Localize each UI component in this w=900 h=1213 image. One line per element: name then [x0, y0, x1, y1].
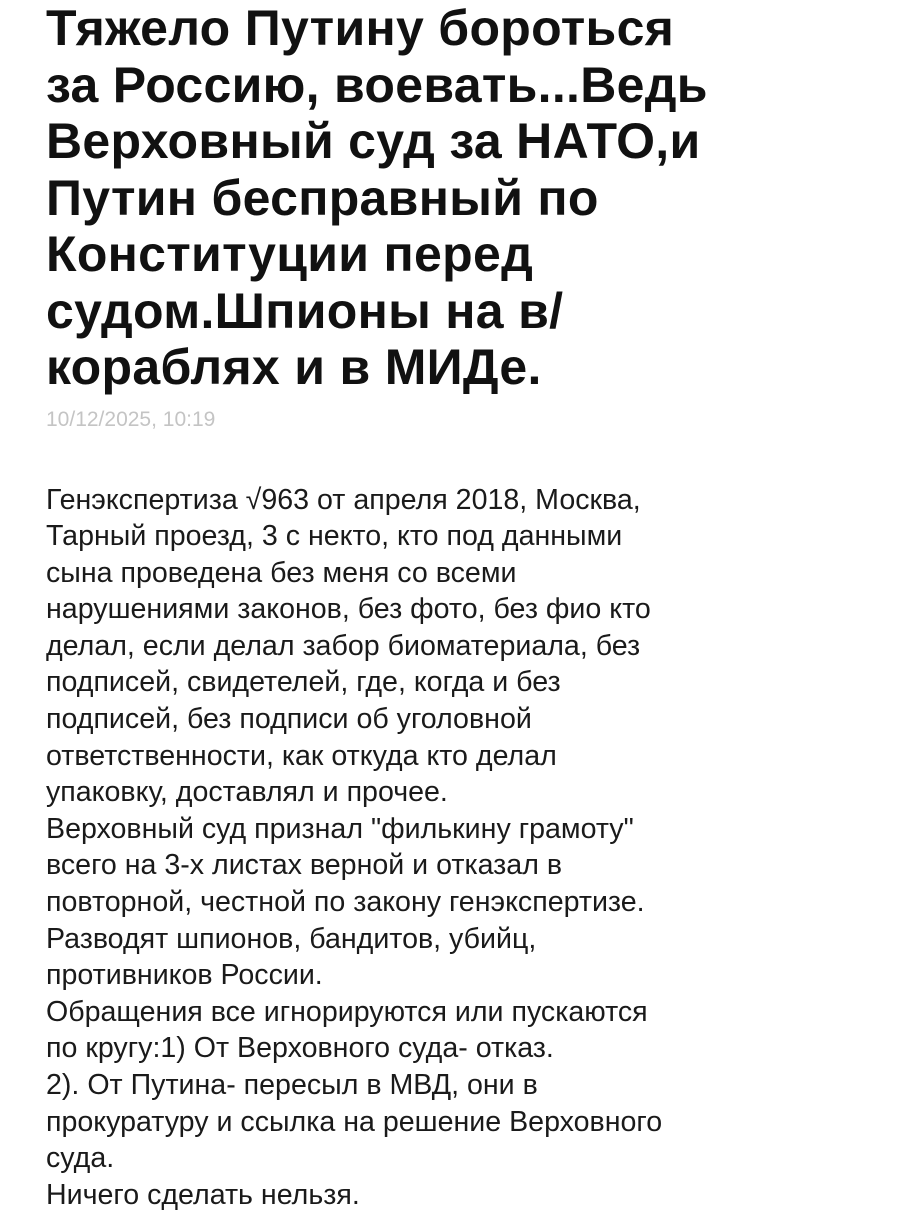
article [46, 0, 856, 1213]
article-body: Генэкспертиза √963 от апреля 2018, Москва, Тарный проезд, 3 с некто, кто под данными сына проведена без меня со всеми нарушениями законов, без фото, без фио кто делал, если делал забор биоматериала, без подписей, свидетелей, где, когда и без подписей, без подписи об уголовной ответственности, как откуда кто делал упаковку, доставлял и прочее. Верховный суд признал "филькину грамоту" всего на 3-х листах верной и отказал в повторной, честной по закону генэкспертизе. Разводят шпионов, бандитов, убийц, противников России. Обращения все игнорируются или пускаются по кругу:1) От Верховного суда- отказ. 2). От Путина- пересыл в МВД, они в прокуратуру и ссылка на решение Верховного суда. Ничего сделать нельзя. [46, 482, 856, 1213]
article-date: 10/12/2025, 10:19 [46, 406, 856, 434]
article-title: Тяжело Путину бороться за Россию, воевать...Ведь Верховный суд за НАТО,и Путин бесправный по Конституции перед судом.Шпионы на в/ кораблях и в МИДе. [46, 0, 856, 396]
